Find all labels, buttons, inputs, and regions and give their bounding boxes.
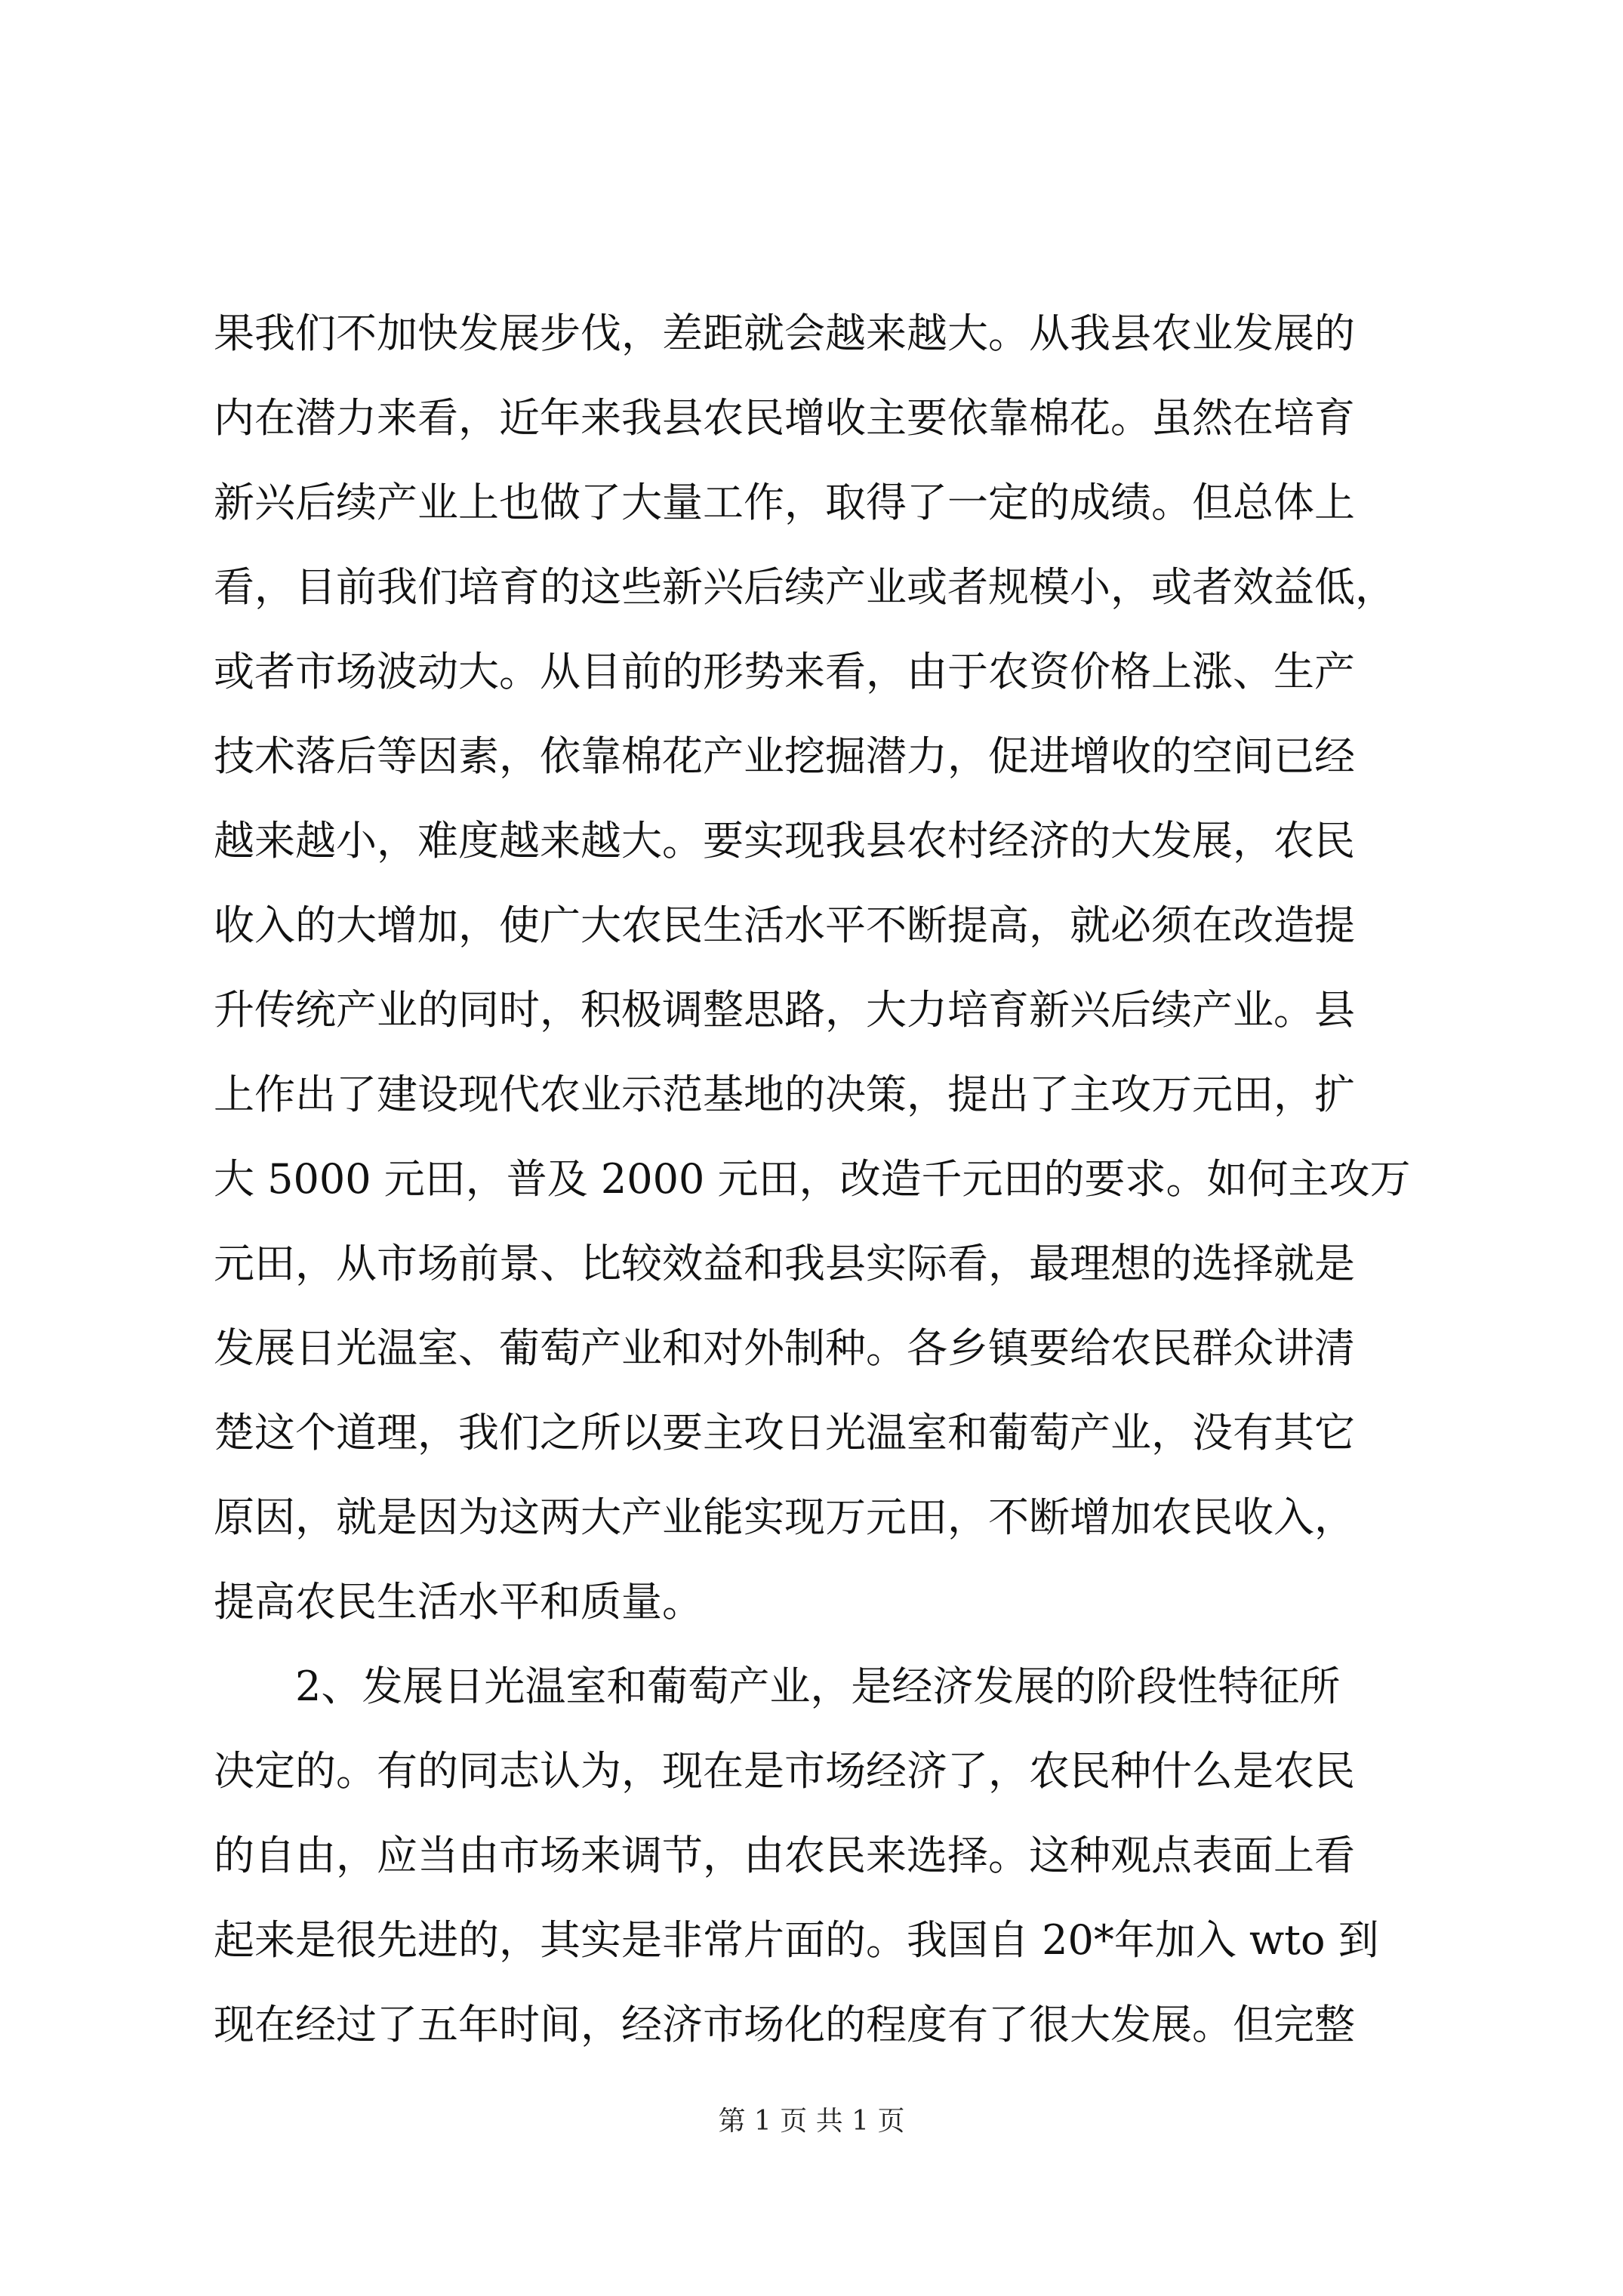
- text-line: 升传统产业的同时，积极调整思路，大力培育新兴后续产业。县: [214, 986, 1355, 1034]
- text-line: 内在潜力来看，近年来我县农民增收主要依靠棉花。虽然在培育: [214, 394, 1355, 442]
- text-line: 新兴后续产业上也做了大量工作，取得了一定的成绩。但总体上: [214, 479, 1355, 526]
- text-line: 现在经过了五年时间，经济市场化的程度有了很大发展。但完整: [214, 2001, 1355, 2048]
- text-line: 收入的大增加，使广大农民生活水平不断提高，就必须在改造提: [214, 901, 1355, 949]
- text-line: 技术落后等因素，依靠棉花产业挖掘潜力，促进增收的空间已经: [214, 732, 1355, 780]
- page-footer: 第 1 页 共 1 页: [718, 2106, 905, 2137]
- text-line: 看，目前我们培育的这些新兴后续产业或者规模小，或者效益低，: [214, 563, 1396, 611]
- text-line: 起来是很先进的，其实是非常片面的。我国自 20*年加入 wto 到: [214, 1916, 1379, 1964]
- text-line: 决定的。有的同志认为，现在是市场经济了，农民种什么是农民: [214, 1747, 1355, 1795]
- text-line: 的自由，应当由市场来调节，由农民来选择。这种观点表面上看: [214, 1832, 1355, 1879]
- text-line: 原因，就是因为这两大产业能实现万元田，不断增加农民收入，: [214, 1493, 1355, 1541]
- text-line: 或者市场波动大。从目前的形势来看，由于农资价格上涨、生产: [214, 648, 1355, 695]
- text-line: 上作出了建设现代农业示范基地的决策，提出了主攻万元田，扩: [214, 1071, 1355, 1118]
- text-line: 越来越小，难度越来越大。要实现我县农村经济的大发展，农民: [214, 817, 1355, 864]
- text-line: 元田，从市场前景、比较效益和我县实际看，最理想的选择就是: [214, 1240, 1355, 1287]
- text-line: 大 5000 元田，普及 2000 元田，改造千元田的要求。如何主攻万: [214, 1155, 1411, 1203]
- text-line: 楚这个道理，我们之所以要主攻日光温室和葡萄产业，没有其它: [214, 1409, 1355, 1456]
- text-line: 发展日光温室、葡萄产业和对外制种。各乡镇要给农民群众讲清: [214, 1324, 1355, 1372]
- body-text: [214, 291, 1452, 2067]
- paragraph-start-line: 2、发展日光温室和葡萄产业，是经济发展的阶段性特征所: [295, 1663, 1341, 1710]
- text-line: 果我们不加快发展步伐，差距就会越来越大。从我县农业发展的: [214, 310, 1355, 357]
- text-line: 提高农民生活水平和质量。: [214, 1578, 703, 1626]
